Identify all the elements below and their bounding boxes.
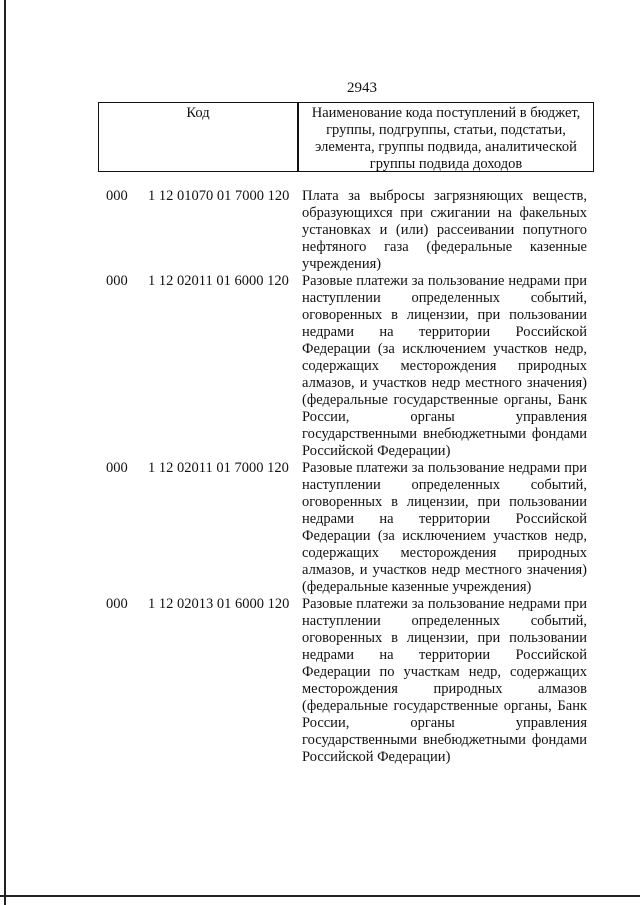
description-line: Российской Федерации) — [302, 443, 451, 459]
revenue-description — [302, 273, 587, 460]
revenue-code: 1 12 02013 01 6000 120 — [148, 596, 290, 612]
revenue-code: 1 12 01070 01 7000 120 — [148, 188, 290, 204]
description-line: алмазов, и участков недр местного значения) — [302, 562, 587, 578]
column-header-name — [299, 105, 593, 173]
column-header-code: Код — [186, 105, 210, 121]
scan-edge-bottom — [0, 895, 640, 897]
description-line: (федеральные государственные органы, Банк — [302, 392, 587, 408]
description-line: Разовые платежи за пользование недрами при — [302, 596, 587, 612]
description-line: оговоренных в лицензии, при пользовании — [302, 307, 587, 323]
description-line: недрами на территории Российской — [302, 511, 587, 527]
revenue-description — [302, 188, 587, 273]
description-line: нефтяного газа (федеральные казенные — [302, 239, 587, 255]
description-line: содержащих месторождения природных — [302, 358, 587, 374]
description-line: Российской Федерации) — [302, 749, 451, 765]
description-line: наступлении определенных событий, — [302, 290, 587, 306]
revenue-code: 1 12 02011 01 7000 120 — [148, 460, 289, 476]
description-line: недрами на территории Российской — [302, 647, 587, 663]
header-name-line: группы подвида доходов — [369, 156, 523, 172]
admin-code: 000 — [106, 460, 128, 476]
description-line: (федеральные казенные учреждения) — [302, 579, 532, 595]
description-line: оговоренных в лицензии, при пользовании — [302, 494, 587, 510]
description-line: наступлении определенных событий, — [302, 613, 587, 629]
description-line: оговоренных в лицензии, при пользовании — [302, 630, 587, 646]
description-line: Федерации (за исключением участков недр, — [302, 341, 587, 357]
revenue-description — [302, 460, 587, 596]
description-line: Разовые платежи за пользование недрами при — [302, 273, 587, 289]
description-line: Федерации по участкам недр, содержащих — [302, 664, 587, 680]
revenue-description — [302, 596, 587, 766]
description-line: Федерации (за исключением участков недр, — [302, 528, 587, 544]
description-line: учреждения) — [302, 256, 382, 272]
description-line: недрами на территории Российской — [302, 324, 587, 340]
description-line: месторождения природных алмазов — [302, 681, 587, 697]
description-line: наступлении определенных событий, — [302, 477, 587, 493]
header-name-line: Наименование кода поступлений в бюджет, — [311, 105, 581, 121]
page-number: 2943 — [347, 80, 377, 96]
description-line: России, органы управления — [302, 715, 587, 731]
description-line: алмазов, и участков недр местного значения) — [302, 375, 587, 391]
description-line: образующихся при сжигании на факельных — [302, 205, 587, 221]
scan-edge-left — [4, 0, 6, 905]
admin-code: 000 — [106, 273, 128, 289]
description-line: Разовые платежи за пользование недрами при — [302, 460, 587, 476]
admin-code: 000 — [106, 188, 128, 204]
table-header — [98, 102, 594, 172]
revenue-code: 1 12 02011 01 6000 120 — [148, 273, 289, 289]
description-line: государственными внебюджетными фондами — [302, 732, 587, 748]
description-line: государственными внебюджетными фондами — [302, 426, 587, 442]
admin-code: 000 — [106, 596, 128, 612]
header-name-line: группы, подгруппы, статьи, подстатьи, — [326, 122, 566, 138]
header-name-line: элемента, группы подвида, аналитической — [315, 139, 577, 155]
description-line: установках и (или) рассеивании попутного — [302, 222, 587, 238]
description-line: (федеральные государственные органы, Банк — [302, 698, 587, 714]
description-line: России, органы управления — [302, 409, 587, 425]
description-line: содержащих месторождения природных — [302, 545, 587, 561]
description-line: Плата за выбросы загрязняющих веществ, — [302, 188, 587, 204]
